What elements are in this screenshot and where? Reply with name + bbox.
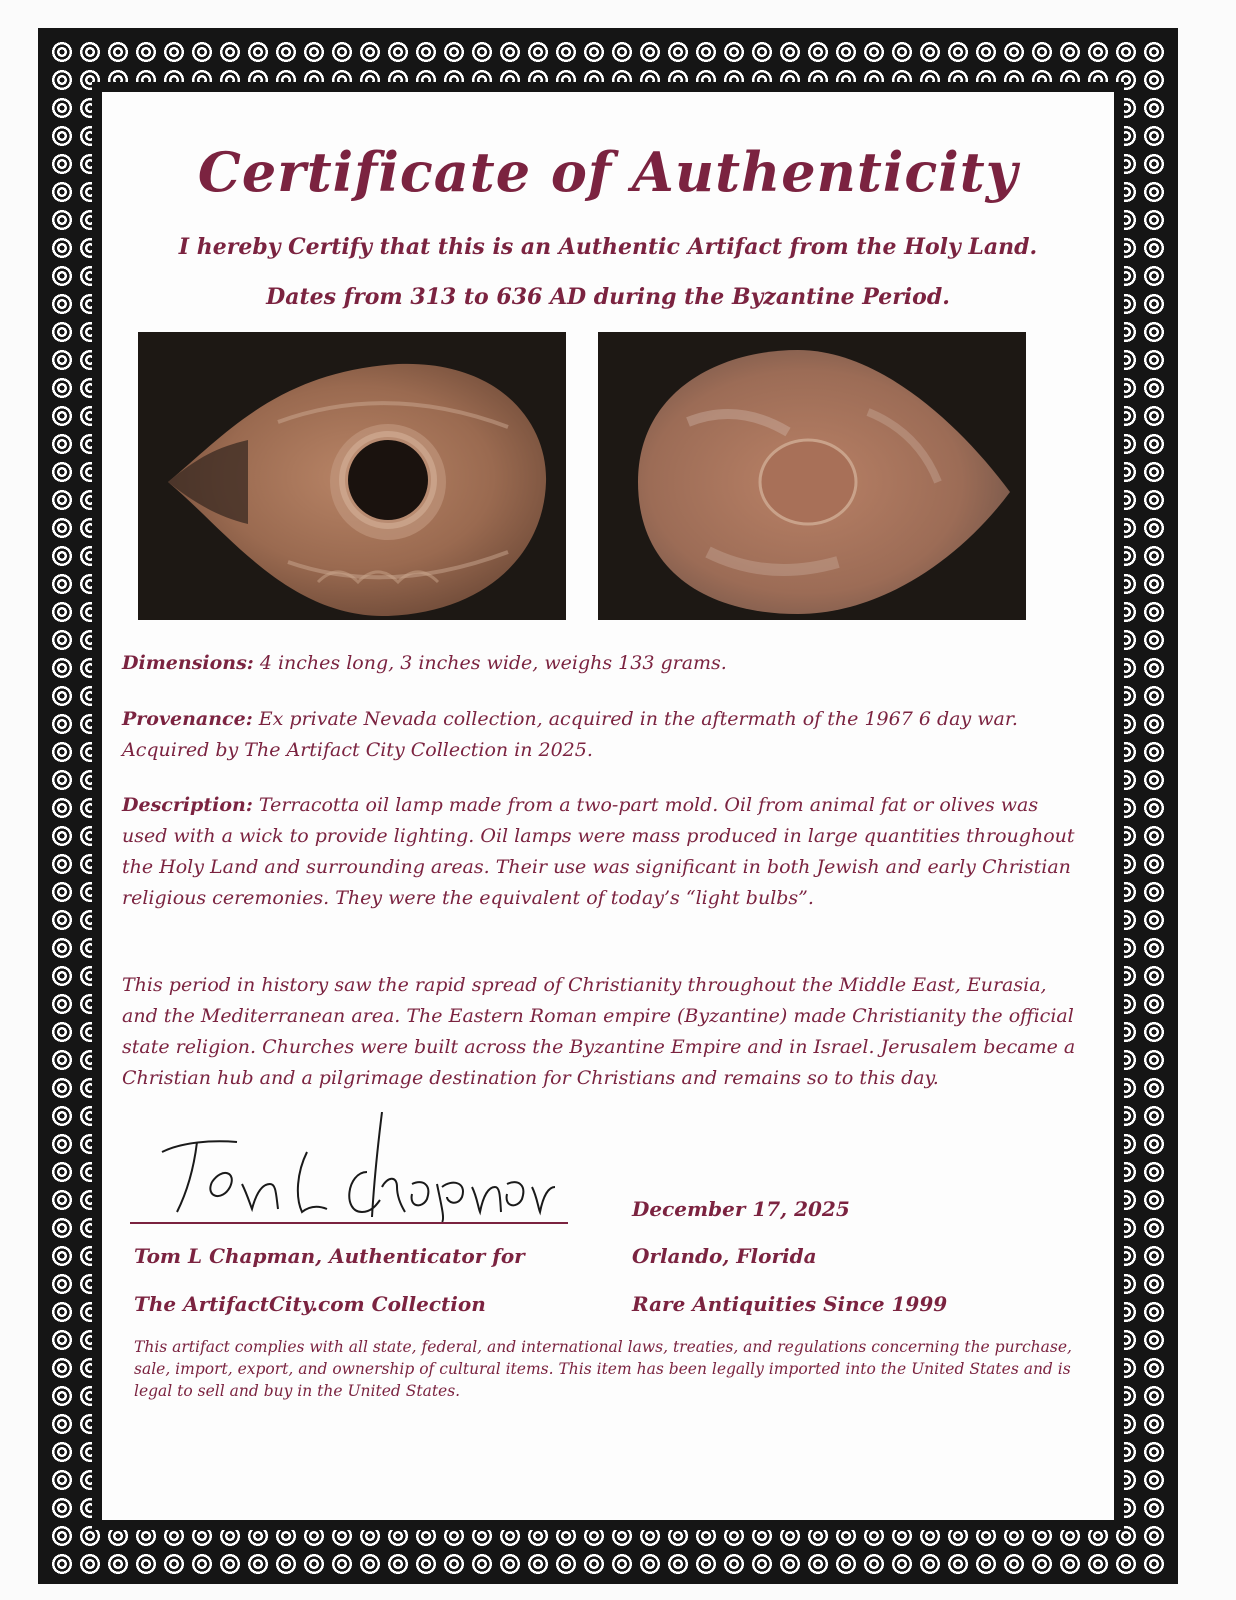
certificate-date: December 17, 2025 (632, 1197, 850, 1221)
certify-line: I hereby Certify that this is an Authentic Artifact from the Holy Land. (178, 234, 1038, 260)
signer-line: Tom L Chapman, Authenticator for (134, 1244, 525, 1268)
lamp-bottom-photo (598, 332, 1026, 620)
certificate-location: Orlando, Florida (632, 1244, 817, 1268)
handwritten-signature (142, 1112, 562, 1222)
description-label: Description: (122, 794, 253, 816)
description-paragraph (122, 790, 1082, 914)
oil-lamp-bottom-image (598, 332, 1026, 620)
certificate-content (102, 92, 1114, 1520)
oil-lamp-top-image (138, 332, 566, 620)
dimensions-label: Dimensions: (122, 652, 254, 674)
collection-line: The ArtifactCity.com Collection (134, 1292, 486, 1316)
provenance-paragraph (122, 704, 1082, 766)
dimensions-paragraph (122, 648, 1082, 679)
signature-line (130, 1222, 568, 1224)
lamp-top-photo (138, 332, 566, 620)
legal-disclaimer: This artifact complies with all state, federal, and international laws, treaties, and regulations concerning the purchase, sale, import, export, and ownership of cultural items. This item has been legally imported into the United States and is legal to sell and buy in the United States. (134, 1338, 1072, 1400)
certificate-title: Certificate of Authenticity (197, 140, 1019, 204)
dates-line: Dates from 313 to 636 AD during the Byzantine Period. (266, 284, 950, 310)
provenance-label: Provenance: (122, 708, 253, 730)
provenance-text: Ex private Nevada collection, acquired in the aftermath of the 1967 6 day war. Acquired by The Artifact City Collection in 2025. (122, 708, 1018, 761)
dimensions-text: 4 inches long, 3 inches wide, weighs 133 grams. (253, 652, 727, 674)
description-text: Terracotta oil lamp made from a two-part mold. Oil from animal fat or olives was used with a wick to provide lighting. Oil lamps were mass produced in large quantities throughout the Holy Land and surrounding areas. Their use was significant in both Jewish and early Christian religious ceremonies. They were the equivalent of today’s “light bulbs”. (122, 794, 1075, 909)
certificate-tagline: Rare Antiquities Since 1999 (632, 1292, 948, 1316)
history-paragraph: This period in history saw the rapid spread of Christianity throughout the Middle East, Eurasia, and the Mediterranean area. The Eastern Roman empire (Byzantine) made Christianity the official state religion. Churches were built across the Byzantine Empire and in Israel. Jerusalem became a Christian hub and a pilgrimage destination for Christians and remains so to this day. (122, 974, 1076, 1089)
